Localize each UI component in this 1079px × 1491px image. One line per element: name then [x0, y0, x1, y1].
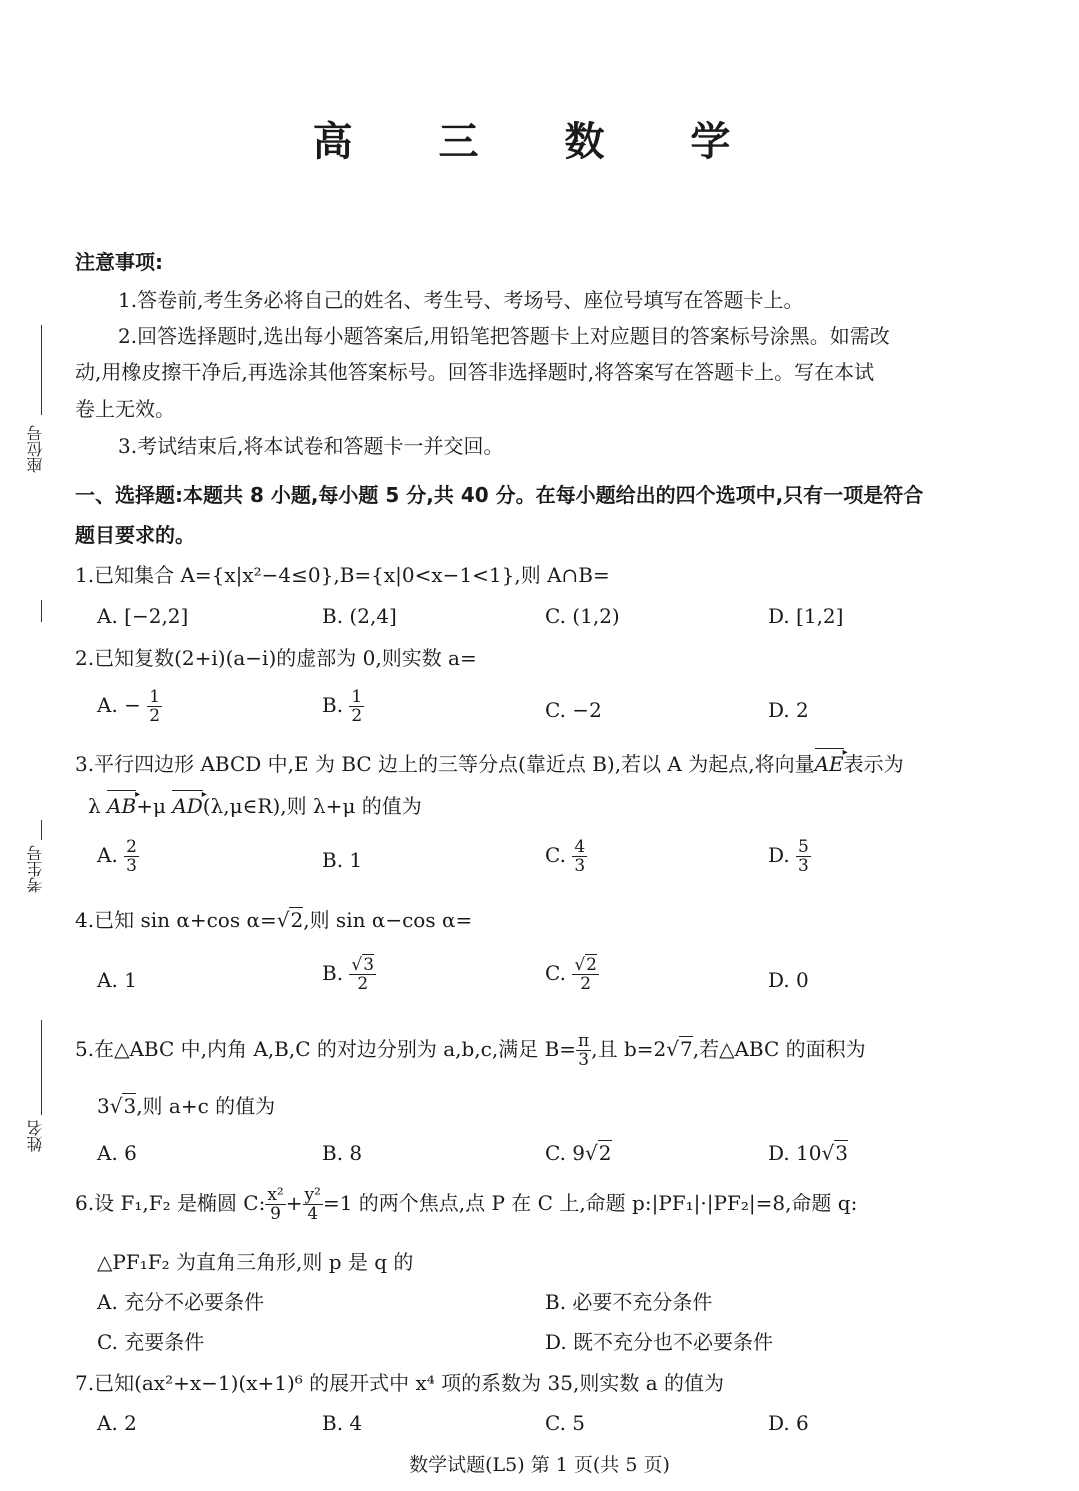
question-7-option-a: A. 2 — [97, 1411, 137, 1435]
notice-heading: 注意事项: — [75, 250, 163, 274]
stem-text: ,且 b=2√ — [591, 1037, 679, 1061]
option-prefix: A. − — [97, 693, 141, 717]
option-prefix: D. — [768, 843, 790, 867]
question-4-option-d: D. 0 — [768, 968, 809, 992]
stem-text: ,则 a+c 的值为 — [136, 1094, 276, 1118]
question-4-option-b — [322, 956, 376, 993]
section-heading-line-2: 题目要求的。 — [75, 523, 195, 547]
margin-tick — [41, 600, 42, 622]
page-title: 高 三 数 学 — [312, 118, 767, 165]
question-1-option-c: C. (1,2) — [545, 604, 620, 628]
radicand: 3 — [835, 1141, 848, 1165]
notice-item-1: 1.答卷前,考生务必将自己的姓名、考生号、考场号、座位号填写在答题卡上。 — [118, 288, 804, 312]
section-heading-line-1: 一、选择题:本题共 8 小题,每小题 5 分,共 40 分。在每小题给出的四个选项中,只有一项是符合 — [75, 483, 924, 507]
option-prefix: C. — [545, 961, 566, 985]
sqrt-symbol: √ — [351, 955, 363, 975]
stem-text: 表示为 — [843, 752, 904, 776]
page-footer: 数学试题(L5) 第 1 页(共 5 页) — [409, 1454, 670, 1476]
radicand: 3 — [123, 1094, 137, 1118]
denominator: 2 — [149, 706, 161, 726]
question-7-option-b: B. 4 — [322, 1411, 363, 1435]
side-label-seat: 座位号 — [26, 425, 45, 473]
vector-ab: AB ▸ — [107, 792, 136, 820]
fraction — [349, 688, 364, 725]
stem-text: 3.平行四边形 ABCD 中,E 为 BC 边上的三等分点(靠近点 B),若以 A 为起点,将向量 — [75, 752, 815, 776]
radicand: 2 — [586, 955, 597, 975]
stem-text: ,则 sin α−cos α= — [303, 908, 473, 932]
question-3-option-b: B. 1 — [322, 848, 363, 872]
stem-text: =1 的两个焦点,点 P 在 C 上,命题 p:|PF₁|·|PF₂|=8,命题 q: — [322, 1191, 858, 1215]
question-6-option-c: C. 充要条件 — [97, 1330, 205, 1354]
numerator: π — [578, 1031, 590, 1051]
sqrt-symbol: √ — [574, 955, 586, 975]
question-2-stem: 2.已知复数(2+i)(a−i)的虚部为 0,则实数 a= — [75, 646, 477, 670]
question-6-stem-line-2: △PF₁F₂ 为直角三角形,则 p 是 q 的 — [97, 1250, 414, 1274]
option-prefix: A. — [97, 843, 118, 867]
question-2-option-a — [97, 688, 162, 725]
question-4-stem — [75, 906, 472, 934]
stem-text: 3√ — [97, 1094, 123, 1118]
denominator: 3 — [578, 1050, 590, 1070]
radicand: 3 — [363, 955, 375, 975]
fraction — [572, 838, 587, 875]
question-3-option-c — [545, 838, 587, 875]
notice-item-2-line-3: 卷上无效。 — [75, 397, 175, 421]
question-6-option-b: B. 必要不充分条件 — [545, 1290, 713, 1314]
question-5-option-a: A. 6 — [97, 1141, 137, 1165]
denominator: 2 — [351, 706, 363, 726]
exam-no-line — [41, 820, 42, 840]
fraction — [796, 838, 811, 875]
numerator — [572, 956, 599, 975]
fraction — [124, 838, 139, 875]
numerator: 1 — [351, 687, 363, 707]
fraction — [349, 956, 376, 993]
numerator: 5 — [798, 837, 809, 857]
denominator: 3 — [126, 856, 137, 876]
notice-item-2-line-1: 2.回答选择题时,选出每小题答案后,用铅笔把答题卡上对应题目的答案标号涂黑。如需改 — [118, 324, 890, 348]
fraction — [147, 688, 162, 725]
fraction — [576, 1032, 591, 1069]
question-1-option-a: A. [−2,2] — [97, 604, 189, 628]
question-6-stem-line-1 — [75, 1186, 857, 1223]
numerator: x² — [267, 1185, 284, 1205]
question-6-option-d: D. 既不充分也不必要条件 — [545, 1330, 774, 1354]
plus: + — [285, 1191, 303, 1215]
fraction — [572, 956, 599, 993]
question-3-stem-line-1 — [75, 750, 904, 778]
question-5-option-b: B. 8 — [322, 1141, 363, 1165]
stem-text: 5.在△ABC 中,内角 A,B,C 的对边分别为 a,b,c,满足 B= — [75, 1037, 577, 1061]
question-5-option-d — [768, 1139, 848, 1167]
notice-item-2-line-2: 动,用橡皮擦干净后,再选涂其他答案标号。回答非选择题时,将答案写在答题卡上。写在本试 — [75, 360, 875, 384]
denominator: 2 — [580, 974, 592, 994]
question-1-stem: 1.已知集合 A={x|x²−4≤0},B={x|0<x−1<1},则 A∩B= — [75, 563, 610, 587]
question-2-option-c: C. −2 — [545, 698, 602, 722]
numerator — [349, 956, 376, 975]
radicand: 2 — [290, 908, 304, 932]
question-5-option-c — [545, 1139, 612, 1167]
question-4-option-c — [545, 956, 599, 993]
question-4-option-a: A. 1 — [97, 968, 137, 992]
option-prefix: B. — [322, 961, 344, 985]
side-label-exam-no: 考生号 — [26, 845, 45, 893]
question-7-stem: 7.已知(ax²+x−1)(x+1)⁶ 的展开式中 x⁴ 项的系数为 35,则实数 a 的值为 — [75, 1371, 724, 1395]
question-2-option-d: D. 2 — [768, 698, 809, 722]
denominator: 4 — [307, 1204, 319, 1224]
denominator: 9 — [270, 1204, 281, 1224]
side-label-name: 姓名 — [26, 1120, 45, 1152]
question-3-option-a — [97, 838, 139, 875]
numerator: y² — [304, 1185, 321, 1205]
stem-text: ,若△ABC 的面积为 — [692, 1037, 866, 1061]
vector-ad: AD ▸ — [172, 792, 202, 820]
question-6-option-a: A. 充分不必要条件 — [97, 1290, 265, 1314]
notice-item-3: 3.考试结束后,将本试卷和答题卡一并交回。 — [118, 434, 504, 458]
plus-mu: +μ — [136, 794, 166, 818]
option-text: C. 9√ — [545, 1141, 598, 1165]
name-line — [41, 1020, 42, 1115]
stem-text: (λ,μ∈R),则 λ+μ 的值为 — [202, 794, 422, 818]
question-3-stem-line-2 — [88, 792, 422, 820]
option-text: D. 10√ — [768, 1141, 835, 1165]
question-5-stem-line-1 — [75, 1032, 866, 1069]
denominator: 2 — [357, 974, 369, 994]
question-3-option-d — [768, 838, 811, 875]
numerator: 1 — [149, 687, 161, 707]
seat-line — [41, 325, 42, 415]
question-1-option-b: B. (2,4] — [322, 604, 397, 628]
question-2-option-b — [322, 688, 364, 725]
vector-ae: AE ▸ — [815, 750, 844, 778]
radicand: 7 — [679, 1037, 693, 1061]
denominator: 3 — [574, 856, 586, 876]
stem-text: 4.已知 sin α+cos α=√ — [75, 908, 290, 932]
numerator: 4 — [574, 837, 586, 857]
option-prefix: B. — [322, 693, 344, 717]
lambda: λ — [88, 794, 101, 818]
radicand: 2 — [598, 1141, 612, 1165]
numerator: 2 — [126, 837, 137, 857]
question-7-option-c: C. 5 — [545, 1411, 586, 1435]
question-1-option-d: D. [1,2] — [768, 604, 844, 628]
option-prefix: C. — [545, 843, 566, 867]
question-7-option-d: D. 6 — [768, 1411, 809, 1435]
stem-text: 6.设 F₁,F₂ 是椭圆 C: — [75, 1191, 266, 1215]
fraction — [265, 1186, 285, 1223]
fraction — [303, 1186, 323, 1223]
denominator: 3 — [798, 856, 809, 876]
question-5-stem-line-2 — [97, 1092, 275, 1120]
